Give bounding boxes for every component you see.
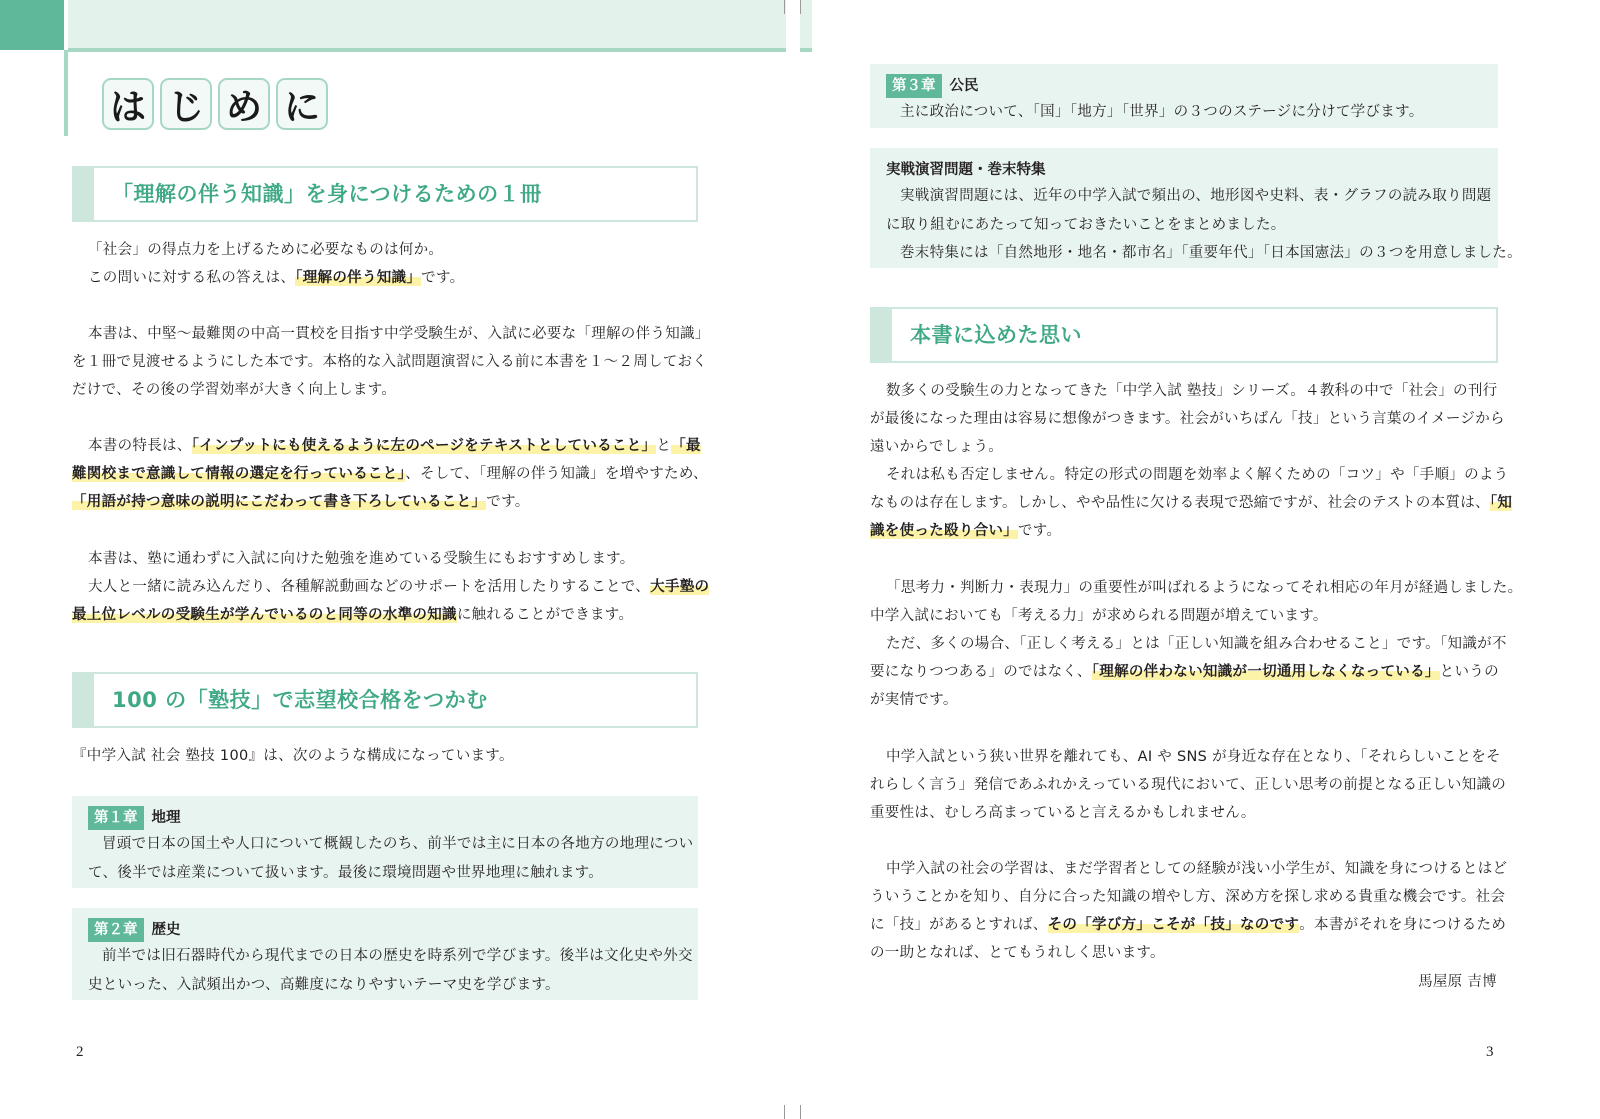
paragraph-line: だけで、その後の学習効率が大きく向上します。 xyxy=(72,382,397,398)
practice-box xyxy=(870,148,1522,268)
section-heading-3 xyxy=(870,307,1498,363)
paragraph-line: 中学入試においても「考える力」が求められる問題が増えています。 xyxy=(870,608,1328,624)
heading-bar xyxy=(74,168,94,220)
paragraph-line: に「技」があるとすれば、その「学び方」こそが「技」なのです。本書がそれを身につけるため xyxy=(870,917,1507,933)
chapter-box-1 xyxy=(72,796,698,888)
highlight: 最上位レベルの受験生が学んでいるのと同等の水準の知識 xyxy=(72,607,457,623)
chapter-body-line: 前半では旧石器時代から現代までの日本の歴史を時系列で学びます。後半は文化史や外交 xyxy=(102,948,693,964)
heading-bar xyxy=(872,309,892,361)
chapter-box-2 xyxy=(72,908,698,1000)
practice-body-line: に取り組むにあたって知っておきたいことをまとめました。 xyxy=(886,216,1286,233)
header-band-line xyxy=(800,48,812,52)
paragraph-line: が最後になった理由は容易に想像がつきます。社会がいちばん「技」という言葉のイメージから xyxy=(870,411,1505,427)
chapter-heading: 第２章 歴史 xyxy=(88,918,682,942)
practice-body-line: 巻末特集には「自然地形・地名・都市名」「重要年代」「日本国憲法」の３つを用意しました。 xyxy=(900,245,1522,261)
highlight: 難関校まで意識して情報の選定を行っていること」 xyxy=(72,466,406,482)
page-number: 3 xyxy=(1486,1044,1494,1060)
paragraph-line: ういうことかを知り、自分に合った知識の増やし方、深め方を探し求める貴重な機会です。社会 xyxy=(870,889,1506,905)
heading-text: 本書に込めた思い xyxy=(910,323,1082,347)
chapter-body-line: 史といった、入試頻出かつ、高難度になりやすいテーマ史を学びます。 xyxy=(88,976,560,993)
title-char: に xyxy=(276,78,328,130)
paragraph-line: の一助となれば、とてもうれしく思います。 xyxy=(870,945,1165,961)
highlight: 大手塾の xyxy=(650,579,710,595)
practice-body-line: 実戦演習問題には、近年の中学入試で頻出の、地形図や史料、表・グラフの読み取り問題 xyxy=(900,188,1492,204)
paragraph-line: なものは存在します。しかし、やや品性に欠ける表現で恐縮ですが、社会のテストの本質は、「知 xyxy=(870,495,1513,511)
paragraph-line: 「社会」の得点力を上げるために必要なものは何か。 xyxy=(88,242,444,258)
heading-text: 100 の「塾技」で志望校合格をつかむ xyxy=(112,688,488,712)
highlight: 「用語が持つ意味の説明にこだわって書き下ろしていること」 xyxy=(72,494,487,510)
heading-bar xyxy=(74,674,94,726)
page-title xyxy=(102,78,328,130)
chapter-tag: 第２章 xyxy=(88,918,144,942)
chapter-heading: 第１章 地理 xyxy=(88,806,682,830)
paragraph-line: を１冊で見渡せるようにした本です。本格的な入試問題演習に入る前に本書を１～２周しておく xyxy=(72,354,708,370)
paragraph-line: 遠いからでしょう。 xyxy=(870,439,1004,455)
title-char: め xyxy=(218,78,270,130)
highlight: 「最 xyxy=(671,438,701,454)
highlight: 識を使った殴り合い」 xyxy=(870,523,1018,539)
chapter-box-3 xyxy=(870,64,1498,128)
section-heading-1 xyxy=(72,166,698,222)
paragraph-line: それは私も否定しません。特定の形式の問題を効率よく解くための「コツ」や「手順」のよう xyxy=(886,467,1509,483)
highlight: 「理解の伴う知識」 xyxy=(295,270,422,286)
title-char: じ xyxy=(160,78,212,130)
header-band xyxy=(800,0,812,48)
chapter-body-line: 冒頭で日本の国土や人口について概観したのち、前半では主に日本の各地方の地理につい xyxy=(102,836,694,852)
paragraph-line: れらしく言う」発信であふれかえっている現代において、正しい思考の前提となる正しい知識の xyxy=(870,777,1507,793)
paragraph-line: この問いに対する私の答えは、「理解の伴う知識」です。 xyxy=(88,270,465,286)
chapter-body-line: て、後半では産業について扱います。最後に環境問題や世界地理に触れます。 xyxy=(88,864,604,881)
header-band xyxy=(68,0,786,48)
section-heading-2 xyxy=(72,672,698,728)
corner-block xyxy=(0,0,64,50)
highlight: その「学び方」こそが「技」なのです xyxy=(1047,917,1300,933)
paragraph-line: 「思考力・判断力・表現力」の重要性が叫ばれるようになってそれ相応の年月が経過しました。 xyxy=(886,580,1523,596)
heading-text: 「理解の伴う知識」を身につけるための１冊 xyxy=(112,182,542,206)
paragraph-line: 要になりつつある」のではなく、「理解の伴わない知識が一切通用しなくなっている」というの xyxy=(870,664,1499,680)
paragraph-line: 重要性は、むしろ高まっていると言えるかもしれません。 xyxy=(870,805,1256,821)
paragraph-line: 本書は、塾に通わずに入試に向けた勉強を進めている受験生にもおすすめします。 xyxy=(88,551,635,567)
right-page xyxy=(800,0,1600,1119)
paragraph-line: 大人と一緒に読み込んだり、各種解説動画などのサポートを活用したりすることで、大手塾の xyxy=(88,579,710,595)
page-number: 2 xyxy=(76,1044,84,1060)
paragraph-line: 中学入試という狭い世界を離れても、AI や SNS が身近な存在となり、「それらしいことをそ xyxy=(886,749,1501,765)
chapter-body-line: 主に政治について、「国」「地方」「世界」の３つのステージに分けて学びます。 xyxy=(900,104,1424,120)
paragraph-line: 本書の特長は、「インプットにも使えるように左のページをテキストとしていること」と「最 xyxy=(88,438,701,454)
header-band-line xyxy=(68,48,786,52)
highlight: 「理解の伴わない知識が一切通用しなくなっている」 xyxy=(1091,664,1440,680)
chapter-tag: 第１章 xyxy=(88,806,144,830)
practice-heading: 実戦演習問題・巻末特集 xyxy=(886,162,1046,178)
highlight: 「インプットにも使えるように左のページをテキストとしていること」 xyxy=(191,438,657,454)
chapter-tag: 第３章 xyxy=(886,74,942,98)
paragraph-line: 識を使った殴り合い」です。 xyxy=(870,523,1062,539)
paragraph-line: 最上位レベルの受験生が学んでいるのと同等の水準の知識に触れることができます。 xyxy=(72,607,634,623)
paragraph-line: ただ、多くの場合、「正しく考える」とは「正しい知識を組み合わせること」です。「知識が不 xyxy=(886,636,1507,652)
paragraph-line: 難関校まで意識して情報の選定を行っていること」、そして、「理解の伴う知識」を増やすため、 xyxy=(72,466,708,482)
crop-mark xyxy=(800,0,801,14)
paragraph-line: 『中学入試 社会 塾技 100』は、次のような構成になっています。 xyxy=(72,748,514,764)
paragraph-line: が実情です。 xyxy=(870,692,958,708)
crop-mark xyxy=(800,1105,801,1119)
header-vertical-line xyxy=(64,50,68,136)
paragraph-line: 「用語が持つ意味の説明にこだわって書き下ろしていること」です。 xyxy=(72,494,530,510)
crop-mark xyxy=(784,1105,785,1119)
crop-mark xyxy=(784,0,785,14)
highlight: 「知 xyxy=(1489,495,1513,511)
paragraph-line: 中学入試の社会の学習は、まだ学習者としての経験が浅い小学生が、知識を身につけるとはど xyxy=(886,861,1508,877)
author-name: 馬屋原 吉博 xyxy=(1418,974,1497,990)
paragraph-line: 本書は、中堅～最難関の中高一貫校を目指す中学受験生が、入試に必要な「理解の伴う知識」 xyxy=(88,326,710,342)
chapter-heading: 第３章 公民 xyxy=(886,74,1482,98)
paragraph-line: 数多くの受験生の力となってきた「中学入試 塾技」シリーズ。４教科の中で「社会」の刊行 xyxy=(886,383,1498,399)
title-char: は xyxy=(102,78,154,130)
